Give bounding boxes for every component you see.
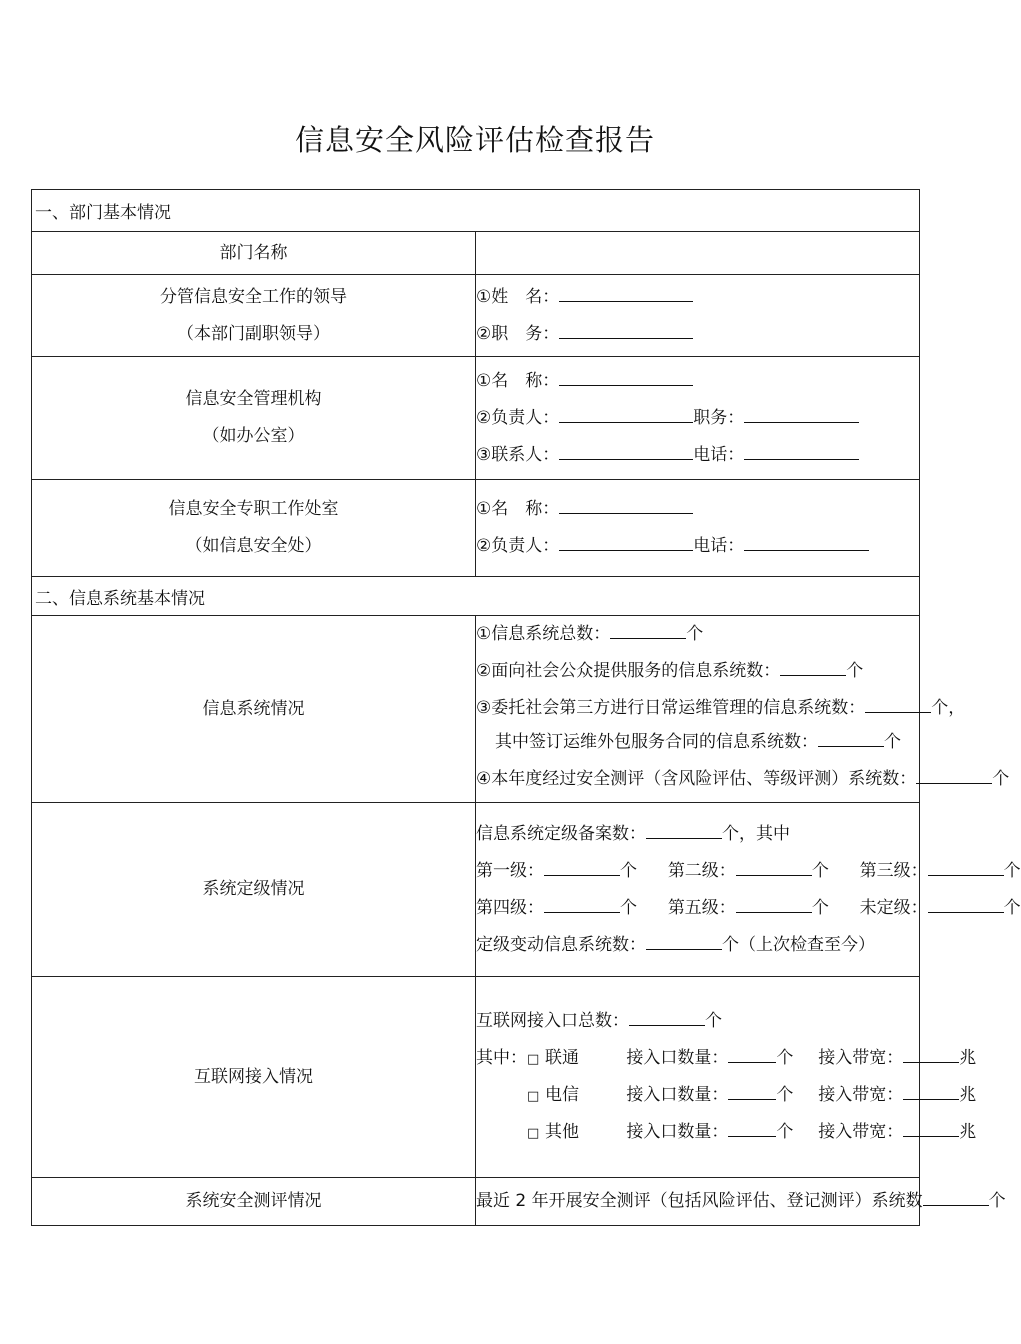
level1-blank[interactable] <box>544 861 620 876</box>
grade-filed-label: 信息系统定级备案数： <box>476 823 646 844</box>
other-ports-blank[interactable] <box>728 1122 776 1137</box>
org-name-blank[interactable] <box>559 371 693 386</box>
office-phone-label: 电话： <box>693 536 745 556</box>
section-heading-1: 一、部门基本情况 <box>32 190 920 232</box>
isp-other-label: 其他 <box>545 1122 579 1142</box>
unicom-bw-unit: 兆 <box>959 1048 977 1068</box>
unicom-ports-blank[interactable] <box>728 1048 776 1063</box>
sys-outsourced-unit: 个， <box>931 698 966 718</box>
level3-label: 第三级： <box>859 860 928 881</box>
level2-label: 第二级： <box>667 860 736 881</box>
leader-label-line1: 分管信息安全工作的领导 <box>160 286 347 307</box>
org-name-label: ①名 称： <box>476 370 560 391</box>
level2-blank[interactable] <box>736 861 812 876</box>
org-phone-blank[interactable] <box>744 445 859 460</box>
other-bw-unit: 兆 <box>959 1122 977 1142</box>
sys-contract-unit: 个 <box>884 732 901 752</box>
report-form <box>31 189 1021 1226</box>
sys-evaluated-blank[interactable] <box>916 769 992 784</box>
level2-unit: 个 <box>811 860 829 881</box>
checkbox-telecom[interactable]: □ <box>527 1089 540 1104</box>
isp-telecom-label: 电信 <box>545 1085 579 1105</box>
net-total-label: 互联网接入口总数： <box>476 1011 629 1031</box>
level4-blank[interactable] <box>544 898 620 913</box>
office-person-label: ②负责人： <box>476 536 560 556</box>
grade-filed-blank[interactable] <box>646 824 722 839</box>
grade-change-label: 定级变动信息系统数： <box>476 934 646 955</box>
telecom-bw-unit: 兆 <box>959 1085 977 1105</box>
level1-unit: 个 <box>620 860 637 881</box>
org-post-blank[interactable] <box>744 408 859 423</box>
sys-public-unit: 个 <box>846 661 864 681</box>
sys-public-blank[interactable] <box>780 661 846 676</box>
org-person-blank[interactable] <box>559 408 693 423</box>
net-among-label: 其中： <box>476 1048 527 1068</box>
unicom-bw-blank[interactable] <box>903 1048 959 1063</box>
checkbox-other[interactable]: □ <box>527 1126 540 1141</box>
eval-blank[interactable] <box>923 1191 989 1206</box>
sys-total-blank[interactable] <box>610 624 686 639</box>
sys-label: 信息系统情况 <box>32 616 476 803</box>
level-none-blank[interactable] <box>928 898 1004 913</box>
level-none-label: 未定级： <box>859 897 928 918</box>
telecom-bw-blank[interactable] <box>903 1085 959 1100</box>
sys-total-label: ①信息系统总数： <box>476 624 611 644</box>
sys-outsourced-blank[interactable] <box>865 698 931 713</box>
office-label-line2: （如信息安全处） <box>185 536 322 556</box>
org-label-line2: （如办公室） <box>202 426 305 446</box>
org-phone-label: 电话： <box>693 444 745 465</box>
office-name-blank[interactable] <box>559 499 693 514</box>
grade-filed-tail: 个，其中 <box>722 823 790 844</box>
page-title: 信息安全风险评估检查报告 <box>294 123 655 157</box>
level-none-unit: 个 <box>1003 897 1021 918</box>
office-person-blank[interactable] <box>559 536 693 551</box>
level5-blank[interactable] <box>736 898 812 913</box>
eval-unit: 个 <box>988 1191 1006 1211</box>
unicom-bw-label: 接入带宽： <box>818 1048 904 1068</box>
other-ports-unit: 个 <box>776 1122 794 1142</box>
net-total-blank[interactable] <box>629 1011 705 1026</box>
org-contact-label: ③联系人： <box>476 444 560 465</box>
leader-label-line2: （本部门副职领导） <box>177 323 330 344</box>
leader-label <box>32 275 476 357</box>
net-total-unit: 个 <box>705 1011 722 1031</box>
org-label-line1: 信息安全管理机构 <box>185 389 322 409</box>
office-label-line1: 信息安全专职工作处室 <box>168 499 339 519</box>
level4-label: 第四级： <box>476 897 544 918</box>
org-post-label: 职务： <box>693 407 745 428</box>
sys-evaluated-label: ④本年度经过安全测评（含风险评估、等级评测）系统数： <box>476 769 917 789</box>
sys-outsourced-label: ③委托社会第三方进行日常运维管理的信息系统数： <box>476 698 866 718</box>
sys-total-unit: 个 <box>686 624 704 644</box>
telecom-ports-label: 接入口数量： <box>626 1085 729 1105</box>
level5-label: 第五级： <box>667 897 736 918</box>
grade-change-tail: 个（上次检查至今） <box>722 934 875 955</box>
dept-name-label: 部门名称 <box>32 232 476 275</box>
other-ports-label: 接入口数量： <box>626 1122 729 1142</box>
other-bw-label: 接入带宽： <box>818 1122 904 1142</box>
leader-name-blank[interactable] <box>559 287 693 302</box>
leader-post-label: ②职 务： <box>476 323 560 344</box>
dept-name-field[interactable] <box>476 232 920 275</box>
net-label: 互联网接入情况 <box>32 977 476 1178</box>
leader-name-label: ①姓 名： <box>476 286 560 307</box>
leader-post-blank[interactable] <box>559 324 693 339</box>
grade-change-blank[interactable] <box>646 935 722 950</box>
level1-label: 第一级： <box>476 860 544 881</box>
level3-unit: 个 <box>1003 860 1021 881</box>
grade-label: 系统定级情况 <box>32 803 476 977</box>
telecom-ports-unit: 个 <box>776 1085 794 1105</box>
checkbox-unicom[interactable]: □ <box>527 1052 540 1067</box>
telecom-bw-label: 接入带宽： <box>818 1085 904 1105</box>
sys-public-label: ②面向社会公众提供服务的信息系统数： <box>476 661 781 681</box>
level5-unit: 个 <box>811 897 829 918</box>
unicom-ports-label: 接入口数量： <box>626 1048 729 1068</box>
other-bw-blank[interactable] <box>903 1122 959 1137</box>
org-contact-blank[interactable] <box>559 445 693 460</box>
telecom-ports-blank[interactable] <box>728 1085 776 1100</box>
sys-evaluated-unit: 个 <box>992 769 1010 789</box>
level3-blank[interactable] <box>928 861 1004 876</box>
office-phone-blank[interactable] <box>744 536 869 551</box>
org-label <box>32 357 476 480</box>
office-label <box>32 480 476 577</box>
sys-contract-blank[interactable] <box>818 732 884 747</box>
org-person-label: ②负责人： <box>476 407 560 428</box>
office-name-label: ①名 称： <box>476 499 560 519</box>
sys-contract-label: 其中签订运维外包服务合同的信息系统数： <box>495 732 818 752</box>
level4-unit: 个 <box>620 897 637 918</box>
section-heading-2: 二、信息系统基本情况 <box>32 577 920 616</box>
eval-text: 最近 2 年开展安全测评（包括风险评估、登记测评）系统数 <box>476 1191 923 1211</box>
unicom-ports-unit: 个 <box>776 1048 794 1068</box>
isp-unicom-label: 联通 <box>545 1048 579 1068</box>
eval-label: 系统安全测评情况 <box>32 1178 476 1226</box>
